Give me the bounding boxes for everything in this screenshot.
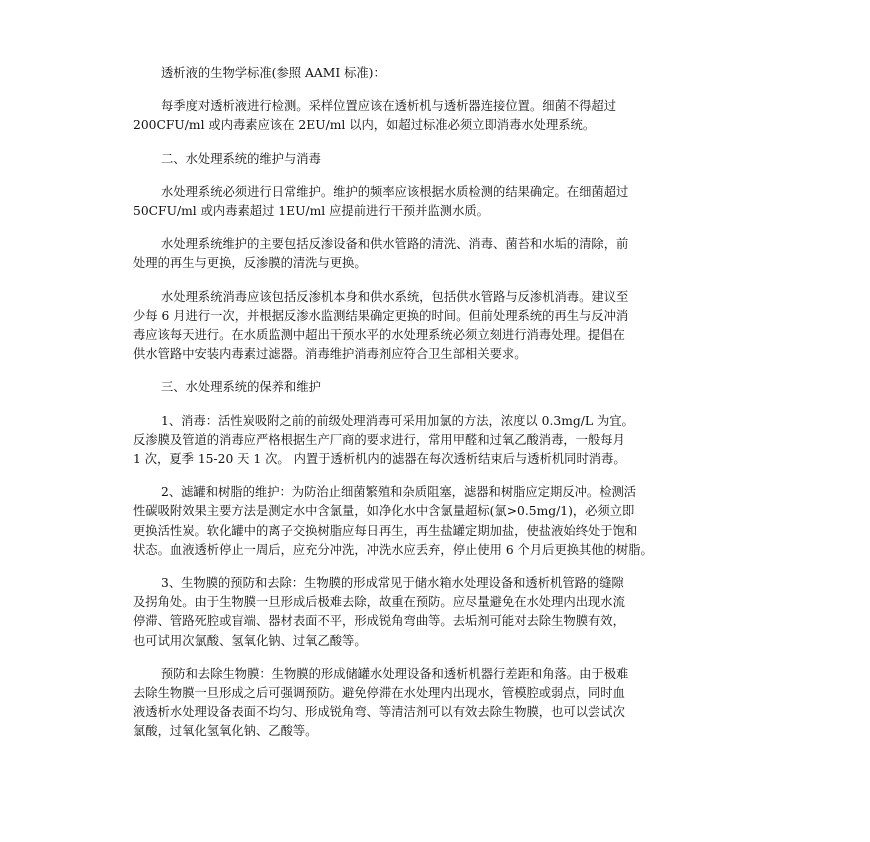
- text-line: 1 次，夏季 15-20 天 1 次。 内置于透析机内的滤器在每次透析结束后与透析机同时消毒。: [133, 452, 626, 467]
- text-line: 二、水处理系统的维护与消毒: [161, 151, 321, 166]
- paragraph-item-1: [133, 412, 749, 470]
- text-line: 1、消毒：活性炭吸附之前的前级处理消毒可采用加氯的方法，浓度以 0.3mg/L 为宜。: [161, 413, 634, 428]
- document-page: [133, 64, 749, 742]
- paragraph-dialysate-monitoring: [133, 97, 749, 135]
- paragraph-biofilm-prevention: [133, 665, 749, 742]
- text-line: 预防和去除生物膜：生物膜的形成储罐水处理设备和透析机器行差距和角落。由于极难: [161, 666, 629, 681]
- text-line: 2、滤罐和树脂的维护：为防治止细菌繁殖和杂质阻塞，滤器和树脂应定期反冲。检测活: [161, 485, 637, 500]
- text-line: 处理的再生与更换，反渗膜的清洗与更换。: [133, 256, 367, 271]
- text-line: 停滞、管路死腔或盲端、器材表面不平，形成锐角弯曲等。去垢剂可能对去除生物膜有效，: [133, 614, 625, 629]
- text-line: 水处理系统消毒应该包括反渗机本身和供水系统，包括供水管路与反渗机消毒。建议至: [161, 289, 629, 304]
- section-heading-2: [133, 150, 749, 169]
- text-line: 去除生物膜一旦形成之后可强调预防。避免停滞在水处理内出现水，管模腔或弱点，同时血: [133, 686, 625, 701]
- paragraph-maintenance-scope: [133, 235, 749, 273]
- text-line: 50CFU/ml 或内毒素超过 1EU/ml 应提前进行干预并监测水质。: [133, 204, 489, 219]
- text-line: 每季度对透析液进行检测。采样位置应该在透析机与透析器连接位置。细菌不得超过: [161, 99, 616, 114]
- text-line: 也可试用次氯酸、氢氧化钠、过氧乙酸等。: [133, 633, 367, 648]
- text-line: 透析液的生物学标准(参照 AAMI 标准)：: [161, 66, 386, 80]
- text-line: 三、水处理系统的保养和维护: [161, 380, 321, 395]
- paragraph-routine-maintenance: [133, 183, 749, 221]
- text-line: 3、生物膜的预防和去除：生物膜的形成常见于储水箱水处理设备和透析机管路的缝隙: [161, 576, 624, 591]
- intro-title: [133, 64, 749, 83]
- paragraph-item-2: [133, 483, 749, 560]
- text-line: 更换活性炭。软化罐中的离子交换树脂应每日再生，再生盐罐定期加盐，使盐液始终处于饱和: [133, 523, 638, 538]
- text-line: 氯酸，过氧化氢氧化钠、乙酸等。: [133, 724, 318, 739]
- text-line: 性碳吸附效果主要方法是测定水中含氯量，如净化水中含氯量超标(氯>0.5mg/1)，必须立即: [133, 504, 635, 519]
- text-line: 少每 6 月进行一次，并根据反渗水监测结果确定更换的时间。但前处理系统的再生与反冲消: [133, 308, 629, 323]
- text-line: 状态。血液透析停止一周后，应充分冲洗，冲洗水应丢弃，停止使用 6 个月后更换其他的树脂。: [133, 542, 653, 557]
- paragraph-item-3: [133, 574, 749, 651]
- text-line: 毒应该每天进行。在水质监测中超出干预水平的水处理系统必须立刻进行消毒处理。提倡在: [133, 328, 625, 343]
- section-heading-3: [133, 378, 749, 397]
- text-line: 200CFU/ml 或内毒素应该在 2EU/ml 以内，如超过标准必须立即消毒水处理系统。: [133, 118, 596, 133]
- paragraph-disinfection: [133, 288, 749, 365]
- text-line: 反渗膜及管道的消毒应严格根据生产厂商的要求进行，常用甲醛和过氧乙酸消毒，一般每月: [133, 432, 625, 447]
- text-line: 供水管路中安装内毒素过滤器。消毒维护消毒剂应符合卫生部相关要求。: [133, 347, 527, 362]
- text-line: 水处理系统必须进行日常维护。维护的频率应该根据水质检测的结果确定。在细菌超过: [161, 184, 629, 199]
- text-line: 液透析水处理设备表面不均匀、形成锐角弯、等清洁剂可以有效去除生物膜，也可以尝试次: [133, 705, 625, 720]
- text-line: 及拐角处。由于生物膜一旦形成后极难去除，故重在预防。应尽量避免在水处理内出现水流: [133, 595, 625, 610]
- text-line: 水处理系统维护的主要包括反渗设备和供水管路的清洗、消毒、菌苔和水垢的清除，前: [161, 237, 629, 252]
